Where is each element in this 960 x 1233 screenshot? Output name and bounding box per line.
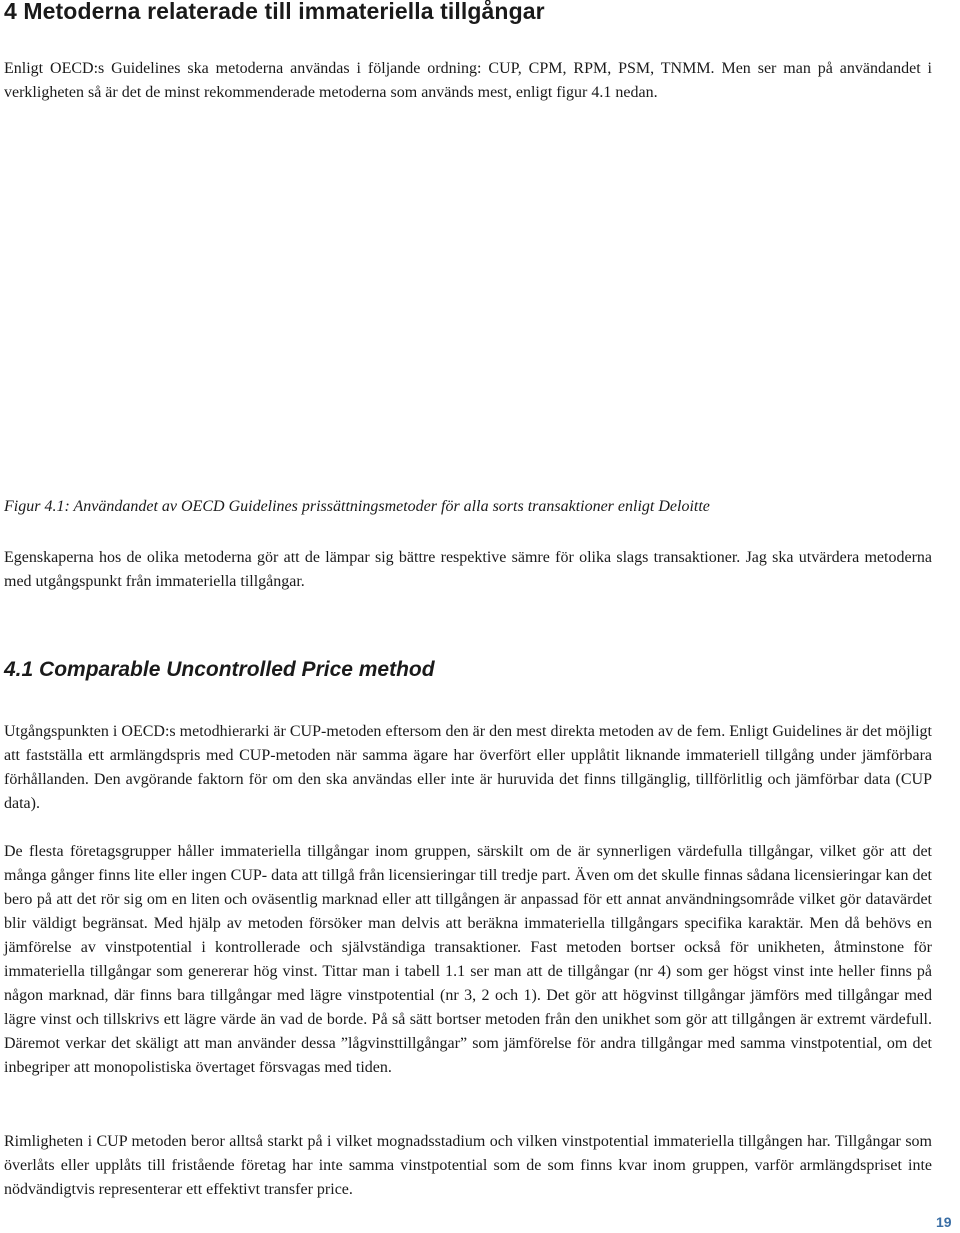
section-heading: 4 Metoderna relaterade till immateriella tillgångar	[4, 0, 545, 24]
page-number: 19	[936, 1214, 952, 1230]
cup-paragraph-2: De flesta företagsgrupper håller immateriella tillgångar inom gruppen, särskilt om de är synnerligen värdefulla tillgångar, vilket gör att det många gånger finns lite eller ingen CUP- data att tillgå från licensieringar till tredje part. Även om det skulle finnas sådana licensieringar kan det bero på att det rör sig om en liten och oväsentlig marknad eller att tillgången är anpassad för ett annat användningsområde vilket gör datavärdet blir väldigt begränsat. Med hjälp av metoden försöker man delvis att beräkna immateriella tillgångars specifika karaktär. Men då behövs en jämförelse av vinstpotential i kontrollerade och självständiga transaktioner. Fast metoden bortser också för unikheten, åtminstone för immateriella tillgångar som genererar hög vinst. Tittar man i tabell 1.1 ser man att de tillgångar (nr 4) som ger högst vinst inte heller finns på någon marknad, där finns bara tillgångar med lägre vinstpotential (nr 3, 2 och 1). Det gör att högvinst tillgångar jämförs med tillgångar med lägre vinst och tillskrivs ett lägre värde än vad de borde. På så sätt bortser metoden från den unikhet som gör att tillgången är extremt värdefull. Däremot verkar det skäligt att man använder dessa ”lågvinsttillgångar” som jämförelse för andra tillgångar med samma vinstpotential, om det inbegriper att monopolistiska övertaget försvagas med tiden.	[4, 843, 932, 1076]
cup-paragraph-3: Rimligheten i CUP metoden beror alltså starkt på i vilket mognadsstadium och vilken vinstpotential immateriella tillgången har. Tillgångar som överlåts eller upplåts till fristående företag har inte samma vinstpotential som de som finns kvar inom gruppen, varför armlängdspriset inte nödvändigtvis representerar ett effektivt transfer price.	[4, 1133, 932, 1198]
subsection-heading: 4.1 Comparable Uncontrolled Price method	[4, 658, 435, 681]
egenskaper-paragraph: Egenskaperna hos de olika metoderna gör att de lämpar sig bättre respektive sämre för olika slags transaktioner. Jag ska utvärdera metoderna med utgångspunkt från immateriella tillgångar.	[4, 549, 932, 590]
cup-paragraph-1: Utgångspunkten i OECD:s metodhierarki är CUP-metoden eftersom den är den mest direkta metoden av de fem. Enligt Guidelines är det möjligt att fastställa ett armlängdspris med CUP-metoden när samma ägare har överfört eller upplåtit liknande immateriell tillgång under jämförbara förhållanden. Den avgörande faktorn för om den ska användas eller inte är huruvida det finns tillgänglig, tillförlitlig och jämförbar data (CUP data).	[4, 723, 932, 812]
intro-paragraph: Enligt OECD:s Guidelines ska metoderna användas i följande ordning: CUP, CPM, RPM, PSM, TNMM. Men ser man på användandet i verkligheten så är det de minst rekommenderade metoderna som används mest, enligt figur 4.1 nedan.	[4, 60, 932, 101]
figure-caption: Figur 4.1: Användandet av OECD Guidelines prissättningsmetoder för alla sorts transaktioner enligt Deloitte	[4, 498, 710, 515]
figure-placeholder	[4, 126, 932, 486]
